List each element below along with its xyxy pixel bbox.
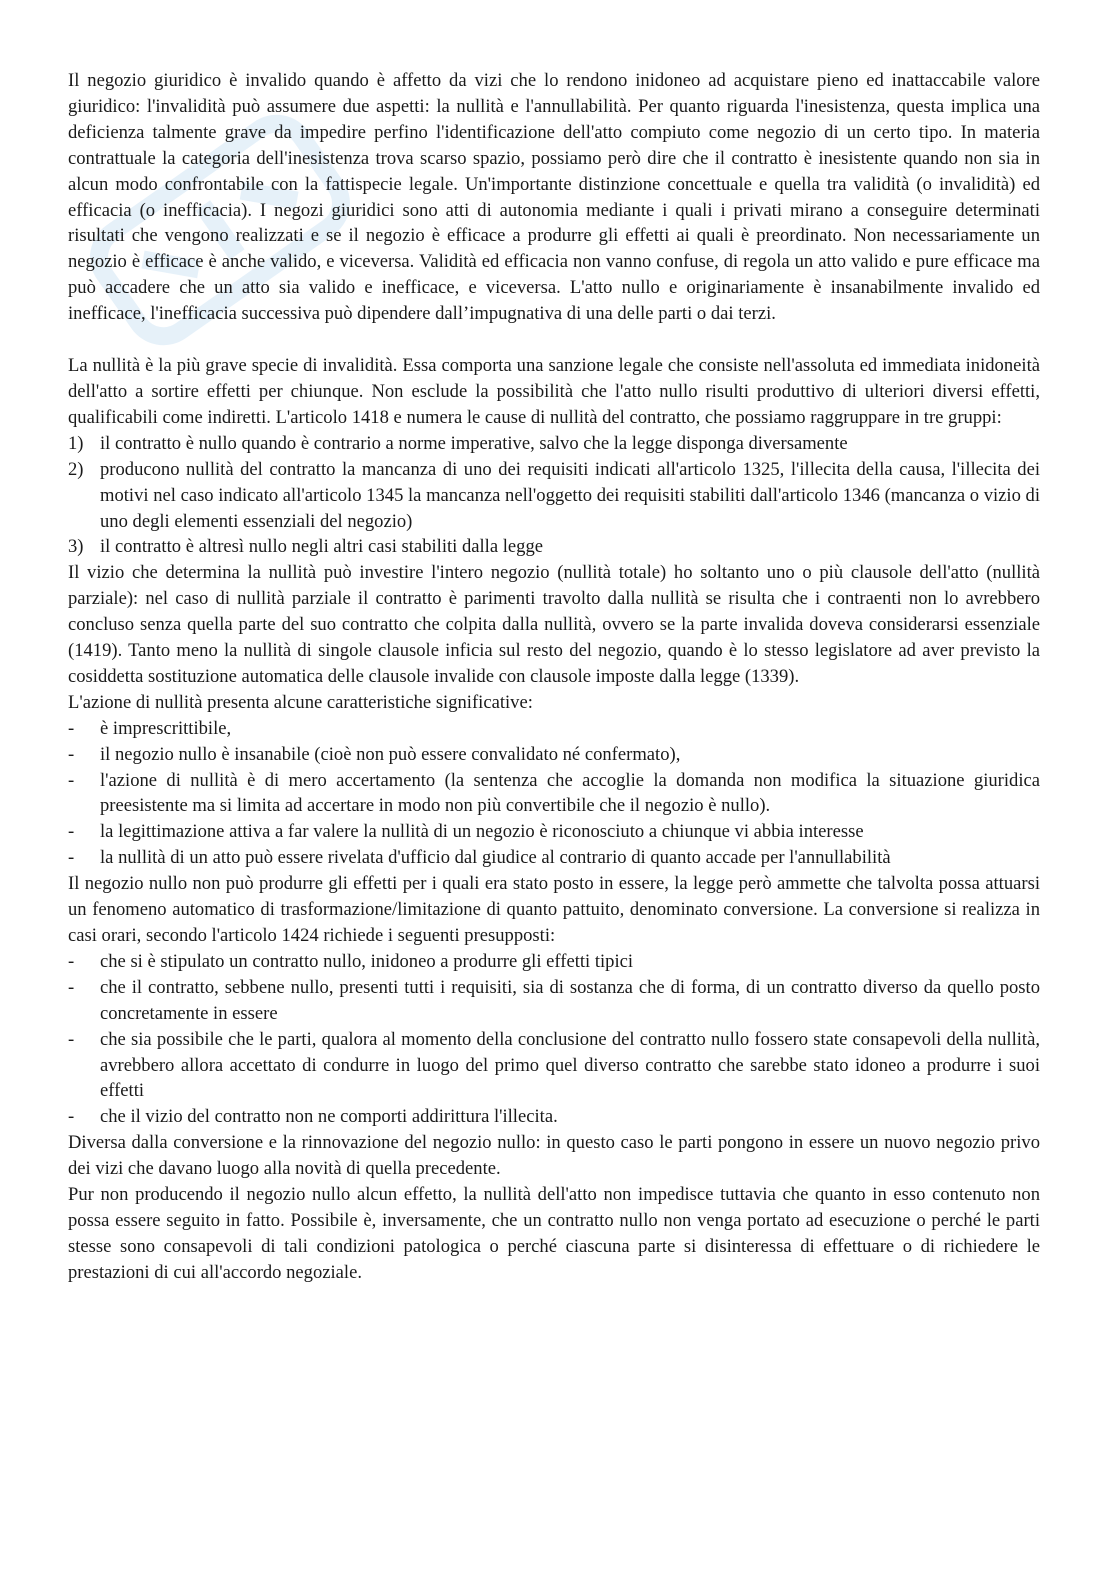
paragraph-rinnovazione: Diversa dalla conversione e la rinnovazione del negozio nullo: in questo caso le parti pongono in essere un nuovo negozio privo dei vizi che davano luogo alla novità di quella precedente. [68,1132,1040,1180]
list-item: 1) il contratto è nullo quando è contrario a norme imperative, salvo che la legge disponga diversamente [68,432,848,454]
list-item: - la legittimazione attiva a far valere la nullità di un negozio è riconosciuto a chiunque vi abbia interesse [68,821,864,843]
cause-nullita-list [68,431,1040,561]
list-item: 2) producono nullità del contratto la mancanza di uno dei requisiti indicati all'articolo 1325, l'illecita della causa, l'illecita dei motivi nel caso indicato all'articolo 1345 la mancanza nell'oggetto dei requisiti stabiliti dall'articolo 1346 (mancanza o vizio di uno degli elementi essenziali del negozio) [68,458,1040,532]
list-item: - l'azione di nullità è di mero accertamento (la sentenza che accoglie la domanda non modifica la situazione giuridica preesistente ma si limita ad accertare in modo non più convertibile che il negozio è nullo). [68,769,1040,817]
list-item: - che si è stipulato un contratto nullo, inidoneo a produrre gli effetti tipici [68,950,634,972]
azione-nullita-list [68,716,1040,871]
paragraph-nullita-parziale: Il vizio che determina la nullità può investire l'intero negozio (nullità totale) ho soltanto uno o più clausole dell'atto (nullità parziale): nel caso di nullità parziale il contratto è parimenti travolto dalla nullità se risulta che i contraenti non lo avrebbero concluso senza quella parte del suo contratto che colpita dalla nullità, ovvero se la parte invalida doveva considerarsi essenziale (1419). Tanto meno la nullità di singole clausole inficia sul resto del negozio, quando è lo stesso legislatore ad aver previsto la cosiddetta sostituzione automatica delle clausole invalide con clausole imposte dalla legge (1339). [68,562,1040,687]
list-item: - è imprescrittibile, [68,717,232,739]
list-item: - che il vizio del contratto non ne comporti addirittura l'illecita. [68,1106,558,1128]
paragraph-nullita: La nullità è la più grave specie di invalidità. Essa comporta una sanzione legale che consiste nell'assoluta ed immediata inidoneità dell'atto a sortire effetti per chiunque. Non esclude la possibilità che l'atto nullo risulti produttivo di ulteriori diversi effetti, qualificabili come indiretti. L'articolo 1418 e numera le cause di nullità del contratto, che possiamo raggruppare in tre gruppi: [68,355,1040,428]
list-item: - che sia possibile che le parti, qualora al momento della conclusione del contratto nullo fossero state consapevoli della nullità, avrebbero allora accettato di condurre in luogo del primo quel diverso contratto che sarebbe stato idoneo a produrre i suoi effetti [68,1028,1040,1102]
document-page [68,68,1040,1286]
list-item: - che il contratto, sebbene nullo, presenti tutti i requisiti, sia di sostanza che di forma, di un contratto diverso da quello posto concretamente in essere [68,976,1040,1024]
paragraph-invalidita: Il negozio giuridico è invalido quando è affetto da vizi che lo rendono inidoneo ad acquistare pieno ed inattaccabile valore giuridico: l'invalidità può assumere due aspetti: la nullità e l'annullabilità. Per quanto riguarda l'inesistenza, questa implica una deficienza talmente grave da impedire perfino l'identificazione dell'atto compiuto come negozio di un certo tipo. In materia contrattuale la categoria dell'inesistenza trova scarso spazio, possiamo però dire che il contratto è inesistente quando non sia in alcun modo confrontabile con la fattispecie legale. Un'importante distinzione concettuale e quella tra validità (o invalidità) ed efficacia (o inefficacia). I negozi giuridici sono atti di autonomia mediante i quali i privati mirano a conseguire determinati risultati che vengono realizzati e se il negozio è efficace a produrre gli effetti ai quali è preordinato. Non necessariamente un negozio è efficace è anche valido, e viceversa. Validità ed efficacia non vanno confuse, di regola un atto valido e pure efficace ma può accadere che un atto sia valido e inefficace, e viceversa. L'atto nullo e originariamente è insanabilmente invalido ed inefficace, l'inefficacia successiva può dipendere dall’impugnativa di una delle parti o dai terzi. [68,70,1040,325]
paragraph-esecuzione: Pur non producendo il negozio nullo alcun effetto, la nullità dell'atto non impedisce tuttavia che quanto in esso contenuto non possa essere seguito in fatto. Possibile è, inversamente, che un contratto nullo non venga portato ad esecuzione o perché le parti stesse sono consapevoli di tali condizioni patologica o perché ciascuna parte si disinteressa di effettuare o di richiedere le prestazioni di cui all'accordo negoziale. [68,1184,1040,1283]
list-item: 3) il contratto è altresì nullo negli altri casi stabiliti dalla legge [68,536,544,558]
list-item: - la nullità di un atto può essere rivelata d'ufficio dal giudice al contrario di quanto accade per l'annullabilità [68,847,891,869]
paragraph-conversione: Il negozio nullo non può produrre gli effetti per i quali era stato posto in essere, la legge però ammette che talvolta possa attuarsi un fenomeno automatico di trasformazione/limitazione di quanto pattuito, denominato conversione. La conversione si realizza in casi orari, secondo l'articolo 1424 richiede i seguenti presupposti: [68,873,1040,946]
list-item: - il negozio nullo è insanabile (cioè non può essere convalidato né confermato), [68,743,681,765]
conversione-list [68,949,1040,1130]
paragraph-azione-nullita: L'azione di nullità presenta alcune caratteristiche significative: [68,691,533,713]
